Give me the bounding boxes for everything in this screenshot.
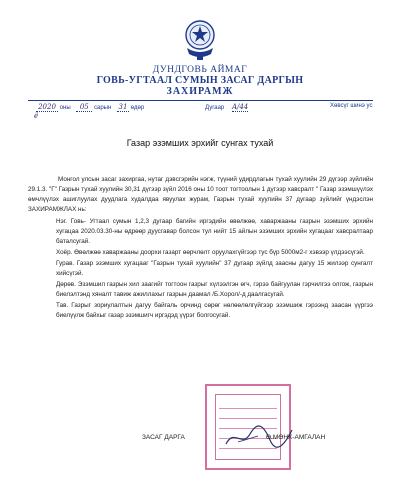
decree-item: Гурав. Газар эзэмших хугацааг "Газрын тухай хуулийн" 37 дугаар зүйлд заасны дагуу 15 жилээр сунгалт хийсүгэй. [56,260,373,277]
date-month: 05 [76,103,92,112]
signatory-title: ЗАСАГ ДАРГА [142,434,185,441]
date-year-label: оны [59,105,71,111]
date-month-label: сарын [93,105,112,111]
aimag-name: ДУНДГОВЬ АЙМАГ [152,65,248,75]
date-day-label: өдөр [130,105,145,111]
date-year: 2020 [36,103,58,112]
sum-governor-name: ГОВЬ-УГТААЛ СУМЫН ЗАСАГ ДАРГЫН [96,75,304,86]
year-suffix: ё [34,112,39,120]
header-divider [28,100,373,101]
decree-item: Хоёр. Өвөлжөө хаваржааны доорхи газарт өөрчлөлт оруулахгүйгээр тус бүр 5000м2-г хэвээр үлдээсүгэй. [56,249,365,256]
decree-item: Нэг. Говь- Угтаал сумын 1,2,3 дугаар багийн иргэдийн өвөлжөө, хаваржааны газрын эзэмших эрхийн хугацаа 2020.03.30-ны өдрөөр дуусгавар болсон тул нийт 15 айлын эзэмших эрхийн хугацааг хавсралтаар баталсугай. [56,218,373,245]
document-body [28,175,373,322]
document-title: Газар эзэмших эрхийг сунгах тухай [126,138,274,148]
decree-items [56,217,373,321]
state-emblem-icon [183,18,217,64]
number-label: Дугаар [205,105,225,111]
date-day: 31 [118,103,128,111]
place-name: Хөвсүг шинэ ус [330,103,373,109]
decree-item: Дөрөв. Эзэмшил газрын хил заагийг тогтоон газрыг хүлээлгэн өгч, гэрээ байгуулан гэрчилгээ олгож, газрын биелэлтэнд хяналт тавиж ажиллахыг газрын даамал /Б.Хорол/-д даалгасугай. [56,281,373,298]
document-type: ЗАХИРАМЖ [166,86,234,97]
decree-item: Тав. Газрыг зориулалтын дагуу байгаль орчинд сөрөг нөлөөлөлгүйгээр эзэмшиж гэрээнд заасан үүргээ биелүүлж байхыг газар эзэмшигч иргэдэд үүрэг болгосугай. [56,302,373,319]
signatory-name: Ө.МӨНХ-АМГАЛАН [266,434,326,441]
number-line [205,103,248,111]
document-number: A/44 [231,103,249,111]
intro-paragraph: Монгол улсын засаг захиргаа, нутаг дэвсгэрийн нэгж, түүний удирдлагын тухай хуулийн 29 дүгээр зүйлийн 29.1.3. "Г" Газрын тухай хуулийн 30,31 дүгээр зүйл 2016 оны 10 тоот тогтоолын 1 дүгээр хавсралт " Газар эзэмшүүлэх өмчлүүлэх ашиглуулах дуудлага худалдаа явуулах журам, Газрын тухай хуулийн 37 дугаар зүйлийг үндэслэн ЗАХИРАМЖЛАХ нь: [28,176,373,213]
date-line [36,103,144,112]
